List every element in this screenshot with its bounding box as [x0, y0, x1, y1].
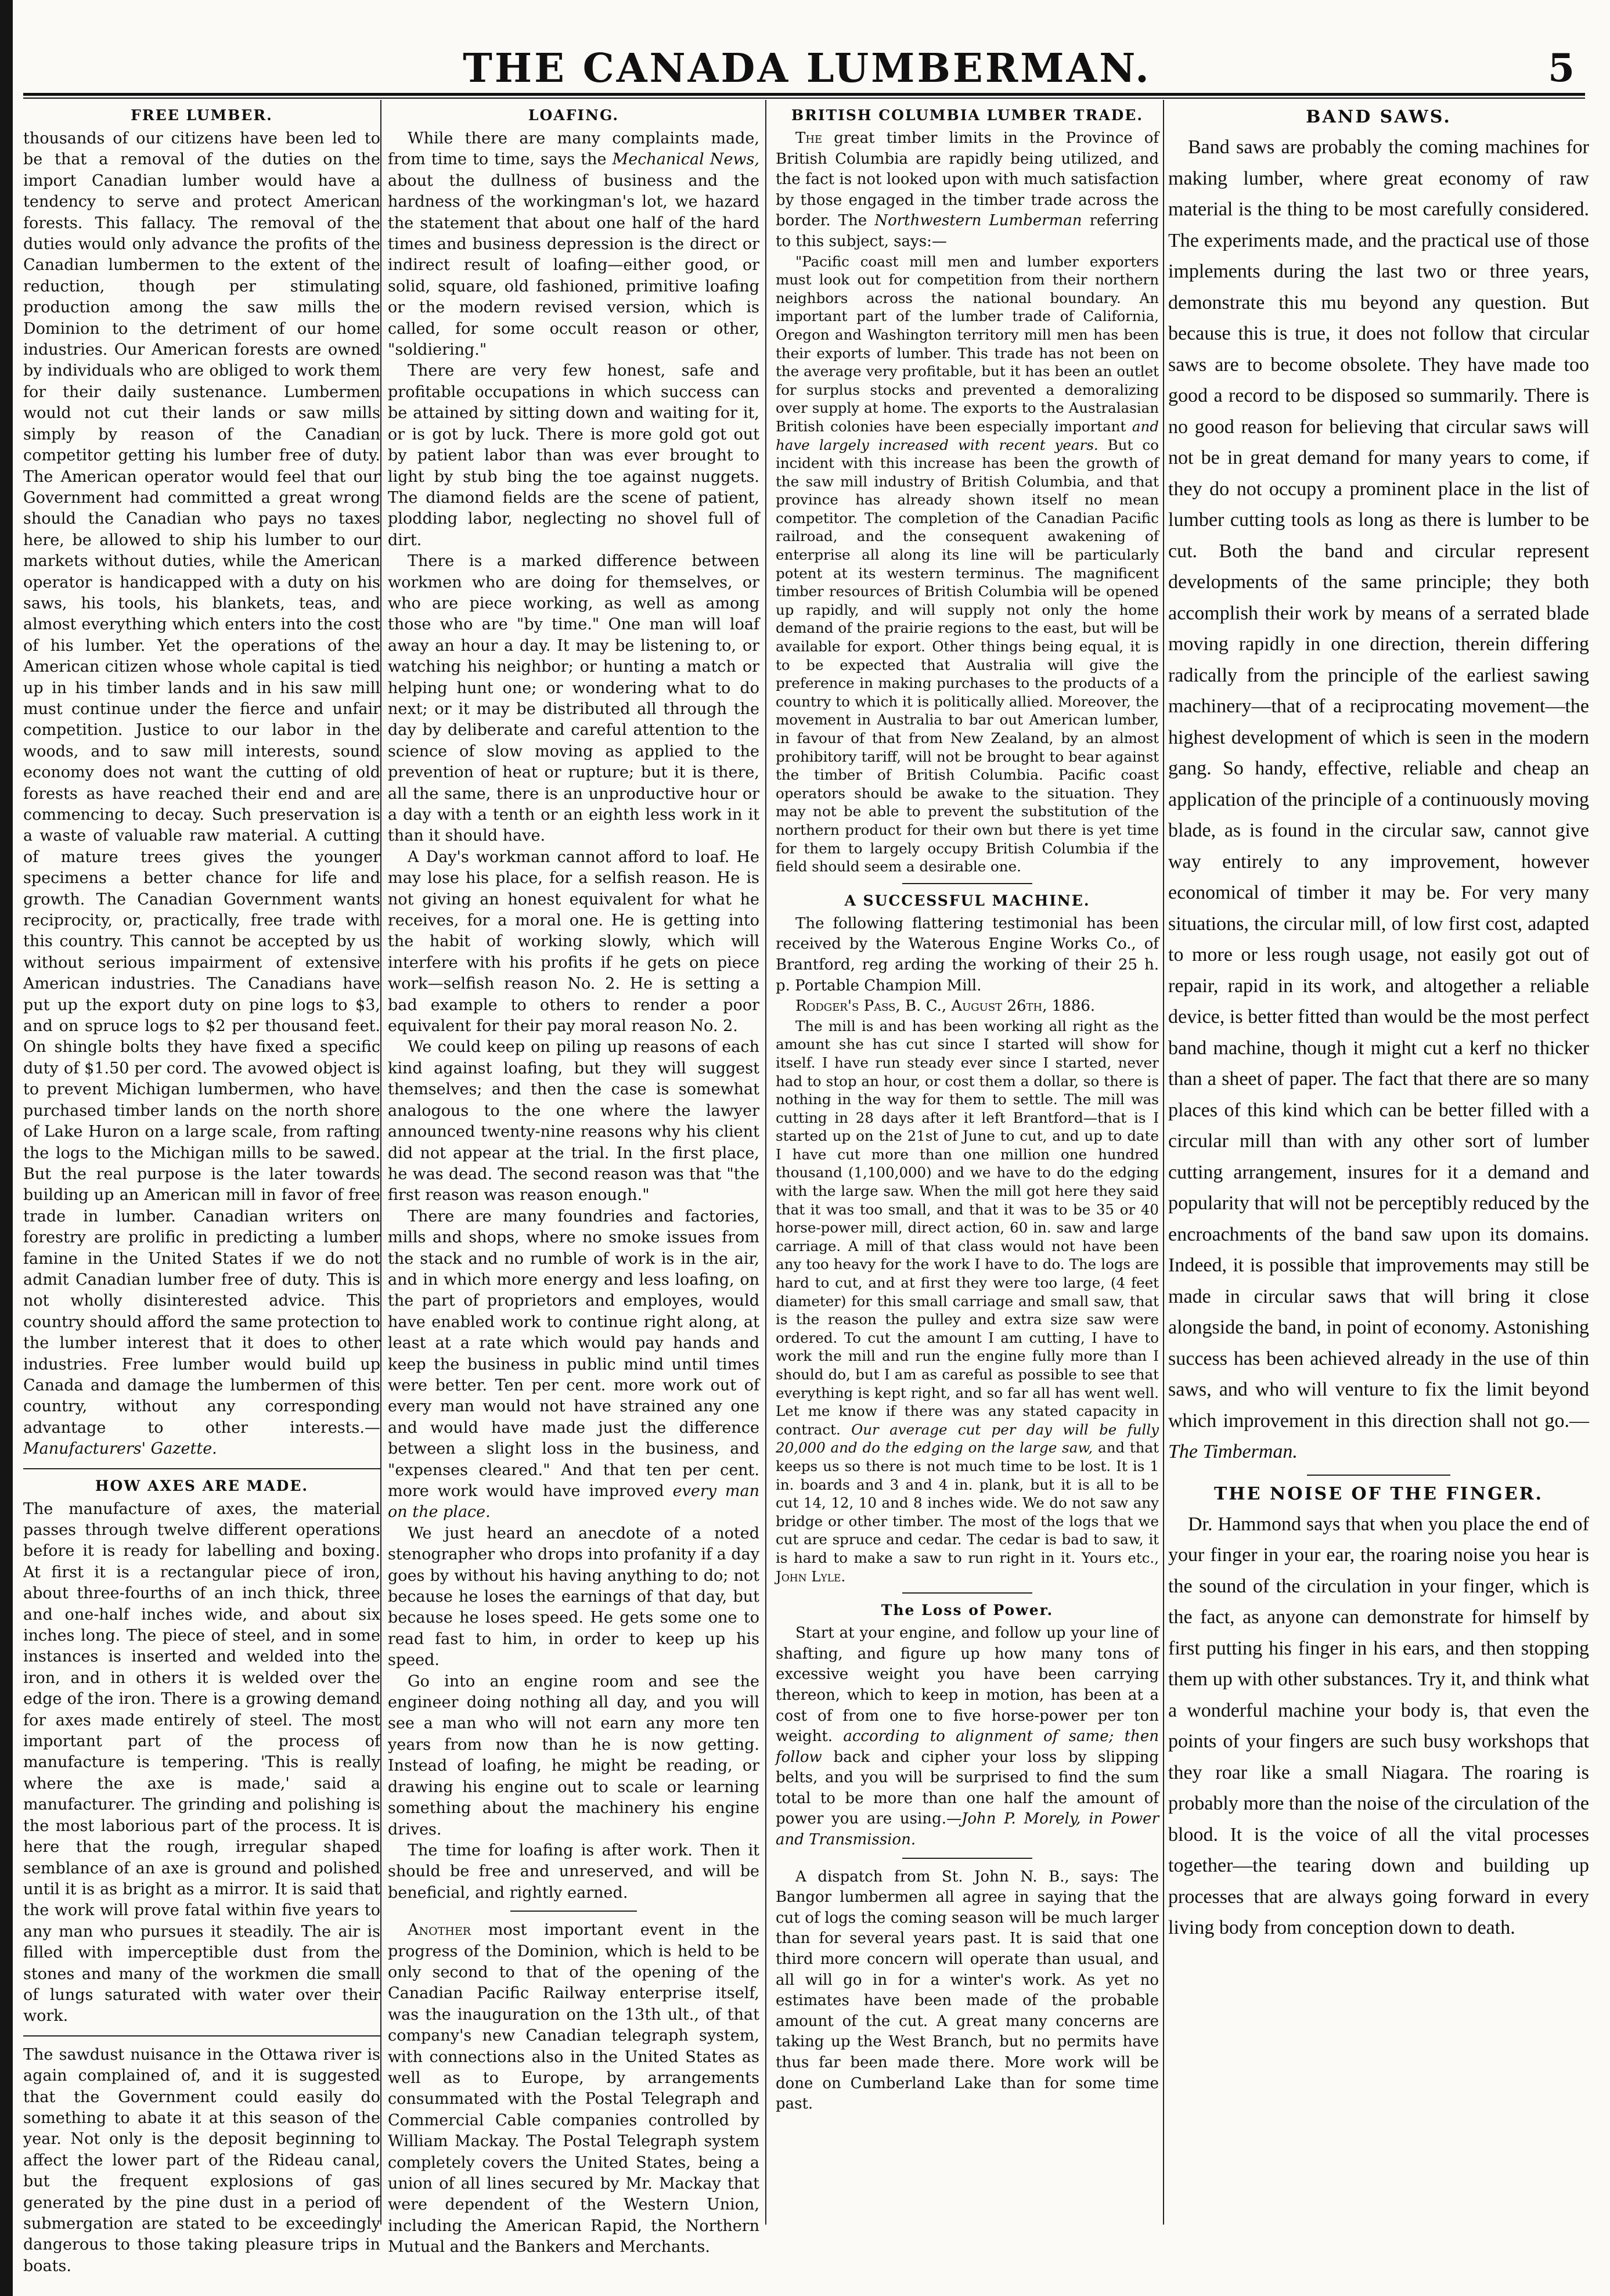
- article-body-axes: The manufacture of axes, the material passes through twelve different operations before it is ready for labelling and boxing. At first it is a rectangular piece of iron, about three-fourths of an inch thick, three and one-half inches wide, and about six inches long. The piece of steel, and in some instances is inserted and welded into the iron, and in others it is welded over the edge of the iron. There is a growing demand for axes made entirely of steel. The most important part of the process of manufacture is tempering. 'This is really where the axe is made,' said a manufacturer. The grinding and polishing is the most laborious part of the process. It is here that the rough, irregular shaped semblance of an axe is ground and polished until it is as bright as a mirror. It is said that the work will prove fatal within five years to any man who pursues it steadily. The air is filled with imperceptible dust from the stones and many of the workmen die small of lungs saturated with water over their work.: [23, 1500, 380, 2025]
- article-title-bc-lumber: BRITISH COLUMBIA LUMBER TRADE.: [791, 107, 1144, 124]
- paragraph: The following flattering testimonial has been received by the Waterous Engine Works Co., of Brantford, reg arding the working of their 25 h. p. Portable Champion Mill.: [776, 914, 1159, 994]
- column-rule-1: [380, 100, 381, 2225]
- article-body-noise-finger: Dr. Hammond says that when you place the end of your finger in your ear, the roaring noise you hear is the sound of the circulation in your finger, which is the fact, as anyone can demonstrate for himself by first putting his finger in his ears, and then stopping them up with other substances. Try it, and think what a wonderful machine your body is, that even the points of your fingers are such busy workshops that they roar like a small Niagara. The roaring is probably more than the noise of the circulation of the blood. It is the voice of all the vital processes together—the tearing down and building up processes that are always going forward in every living body from conception down to death.: [1168, 1513, 1589, 1938]
- letter-dateline: Rodger's Pass, B. C., August 26th, 1886.: [795, 997, 1096, 1015]
- column-rule-3: [1163, 100, 1164, 2225]
- article-title-loss-of-power: The Loss of Power.: [881, 1602, 1054, 1619]
- column-4: [1168, 103, 1589, 1944]
- article-divider: [510, 1911, 637, 1912]
- column-3: [776, 103, 1159, 2115]
- masthead-rule: [23, 93, 1585, 96]
- article-title-band-saws: BAND SAWS.: [1306, 107, 1451, 127]
- article-body-telegraph: Another most important event in the progress of the Dominion, which is held to be only second to that of the opening of the Canadian Pacific Railway enterprise itself, was the inauguration on the 13th ult., of that company's new Canadian telegraph system, with connections also in the United States as well as to Europe, by arrangements consummated with the Postal Telegraph and Commercial Cable companies controlled by William Mackay. The Postal Telegraph system completely covers the United States, being a union of all lines secured by Mr. Mackay that were dependent of the Western Union, including the American Rapid, the Northern Mutual and the Bankers and Merchants.: [388, 1921, 759, 2257]
- masthead-rule-thin: [23, 98, 1585, 99]
- masthead-title: THE CANADA LUMBERMAN.: [463, 45, 1151, 92]
- article-title-loafing: LOAFING.: [528, 107, 619, 124]
- article-title-successful-machine: A SUCCESSFUL MACHINE.: [844, 892, 1090, 909]
- paragraph: We just heard an anecdote of a noted stenographer who drops into profanity if a day goes by without his having anything to do; not because he loses the earnings of that day, but because he loses speed. He gets some one to read fast to him, in order to keep up his speed.: [388, 1524, 759, 1670]
- article-title-axes: HOW AXES ARE MADE.: [95, 1477, 309, 1494]
- article-divider: [23, 2035, 380, 2037]
- paragraph: There are many foundries and factories, mills and shops, where no smoke issues from the stack and no rumble of work is in the air, and in which more energy and less loafing, on the part of proprietors and employes, would have enabled work to continue right along, at least at a rate which would pay hands and keep the business in public mind until times were better. Ten per cent. more work out of every man would not have strained any one and would have made just the difference between a slight loss in the business, and "expenses cleared." And that ten per cent. more work would have improved every man on the place.: [388, 1207, 759, 1522]
- paragraph: There is a marked difference between workmen who are doing for themselves, or who are piece working, as well as among those who are "by time." One man will loaf away an hour a day. It may be listening to, or watching his neighbor; or hunting a match or helping hunt one; or wondering what to do next; or it may be distributed all through the day by deliberate and careful attention to the science of slow moving as applied to the prevention of heat or rupture; but it is there, all the same, there is an unproductive hour or a day with a tenth or an eighth less work in it than it should have.: [388, 552, 759, 845]
- article-body-sawdust: The sawdust nuisance in the Ottawa river is again complained of, and it is suggested that the Government could easily do something to abate it at this season of the year. Not only is the deposit beginning to affect the lower part of the Rideau canal, but the frequent explosions of gas generated by the pine dust in a period of submergation are stated to be exceedingly dangerous to those taking pleasure trips in boats.: [23, 2045, 380, 2275]
- paragraph: While there are many complaints made, from time to time, says the Mechanical News, about the dullness of business and the hardness of the workingman's lot, we hazard the statement that about one half of the hard times and business depression is the direct or indirect result of loafing—either good, or solid, square, old fashioned, primitive loafing or the modern revised version, which is called, for some occult reason or other, "soldiering.": [388, 129, 759, 359]
- article-title-noise-finger: THE NOISE OF THE FINGER.: [1213, 1483, 1543, 1504]
- column-rule-2: [765, 100, 766, 2225]
- letter-signature: John Lyle.: [776, 1567, 846, 1585]
- article-divider: [902, 1592, 1032, 1594]
- column-1: [23, 103, 380, 2277]
- paragraph: Go into an engine room and see the engineer doing nothing all day, and you will see a man who will not earn any more ten years from now than he is now getting. Instead of loafing, he might be reading, or drawing his engine out to scale or learning something about the machinery his engine drives.: [388, 1672, 759, 1839]
- article-body-st-john: A dispatch from St. John N. B., says: The Bangor lumbermen all agree in saying that the cut of logs the coming season will be much larger than for several years past. It is said that one third more concern will operate than usual, and all will go in for a winter's work. As yet no estimates have been made of the probable amount of the cut. A great many concerns are taking up the West Branch, but no permits have thus far been made there. More work will be done on Cumberland Lake than for some time past.: [776, 1868, 1159, 2113]
- paragraph: There are very few honest, safe and profitable occupations in which success can be attained by sitting down and waiting for it, or is got by luck. There is more gold got out by patient labor than was ever brought to light by stub bing the toe against nuggets. The diamond fields are the scene of patient, plodding labor, neglecting no shovel full of dirt.: [388, 362, 759, 549]
- paragraph: The time for loafing is after work. Then it should be free and unreserved, and will be beneficial, and rightly earned.: [388, 1841, 759, 1902]
- article-divider: [1307, 1475, 1450, 1476]
- column-2: [388, 103, 759, 2258]
- paragraph: A Day's workman cannot afford to loaf. He may lose his place, for a selfish reason. He is not giving an honest equivalent for what he receives, for a moral one. He is getting into the habit of working slowly, which will interfere with his profits if he gets on piece work—selfish reason No. 2. He is setting a bad example to others to render a poor equivalent for their pay moral reason No. 2.: [388, 848, 759, 1036]
- article-divider: [902, 883, 1032, 884]
- masthead: [23, 23, 1591, 93]
- paragraph: We could keep on piling up reasons of each kind against loafing, but they will suggest themselves; and then the case is somewhat analogous to the one where the lawyer announced twenty-nine reasons why his client did not appear at the trial. In the first place, he was dead. The second reason was that "the first reason was reason enough.": [388, 1038, 759, 1205]
- article-body-free-lumber: thousands of our citizens have been led to be that a removal of the duties on the import Canadian lumber would have a tendency to serve and protect American forests. This fallacy. The removal of the duties would only advance the profits of the Canadian lumbermen to the extent of the reduction, though per stimulating production among the saw mills the Dominion to the detriment of our home industries. Our American forests are owned by individuals who are obliged to work them for their daily sustenance. Lumbermen would not cut their lands or saw mills simply by reason of the Canadian competitor getting his lumber free of duty. The American operator would feel that our Government had committed a great wrong should the Canadian who pays no taxes here, be allowed to ship his lumber to our markets without duties, while the American operator is handicapped with a duty on his saws, his tools, his blankets, teas, and almost everything which enters into the cost of his lumber. Yet the operations of the American citizen whose whole capital is tied up in his timber lands and in his saw mill must continue under the fierce and unfair competition. Justice to our labor in the woods, and to saw mill interests, sound economy does not want the cutting of old forests as have reached their end and are commencing to decay. Such preservation is a waste of valuable raw material. A cutting of mature trees gives the younger specimens a better chance for life and growth. The Canadian Government wants reciprocity, or, practically, free trade with this country. This cannot be accepted by us without serious impairment of extensive American industries. The Canadians have put up the export duty on pine logs to $3, and on spruce logs to $2 per thousand feet. On shingle bolts they have fixed a specific duty of $1.50 per cord. The avowed object is to prevent Michigan lumbermen, who have purchased timber lands on the north shore of Lake Huron on a large scale, from rafting the logs to the Michigan mills to be sawed. But the real purpose is the later towards building up an American mill in favor of free trade in lumber. Canadian writers on forestry are prolific in predicting a lumber famine in the United States if we do not admit Canadian lumber free of duty. This is not wholly disinterested advice. This country should afford the same protection to the lumber interest that it does to other industries. Free lumber would build up Canada and damage the lumbermen of this country, without any corresponding advantage to other interests.—Manufacturers' Gazette.: [23, 129, 380, 1458]
- page-binding-edge: [0, 0, 13, 2296]
- article-divider: [23, 1468, 380, 1469]
- letter-body: The mill is and has been working all right as the amount she has cut since I started will show for itself. I have run steady ever since I started, never had to stop an hour, or cost them a dollar, so there is nothing in the way for them to settle. The mill was cutting in 28 days after it left Brantford—that is I started up on the 21st of June to cut, and up to date I have cut more than one million one hundred thousand (1,100,000) and we have to do the edging with the large saw. When the mill got here they said that it was too small, and that it was to be 35 or 40 horse-power mill, direct action, 60 in. saw and large carriage. A mill of that class would not have been any too heavy for the work I have to do. The logs are hard to cut, and at first they were too large, (4 feet diameter) for this small carriage and small saw, that is the reason the pulley and extra size saw were ordered. To cut the amount I am cutting, I have to work the mill and run the engine fully more than I should do, but I am as careful as possible to see that everything is kept right, and so far all has went well. Let me know if there was any stated capacity in contract. Our average cut per day will be fully 20,000 and do the edging on the large saw, and that keeps us so there is not much time to be lost. It is 1 in. boards and 3 and 4 in. plank, but it is all to be cut 14, 12, 10 and 8 inches wide. We do not saw any bridge or other timber. The most of the logs that we cut are spruce and cedar. The cedar is bad to saw, it is hard to make a saw to run right in it. Yours etc., John Lyle.: [776, 1017, 1159, 1585]
- paragraph: The great timber limits in the Province of British Columbia are rapidly being utilized, and the fact is not looked upon with much satisfaction by those engaged in the timber trade across the border. The Northwestern Lumberman referring to this subject, says:—: [776, 129, 1159, 250]
- article-divider: [902, 1858, 1032, 1859]
- article-body-band-saws: Band saws are probably the coming machines for making lumber, where great economy of raw material is the thing to be most carefully considered. The experiments made, and the practical use of those implements during the last two or three years, demonstrate this mu beyond any question. But because this is true, it does not follow that circular saws are to become obsolete. They have made too good a record to be disposed so summarily. There is no good reason for believing that circular saws will not be in great demand for many years to come, if they do not occupy a prominent place in the list of lumber cutting tools as long as there is lumber to be cut. Both the band and circular represent developments of the same principle; they both accomplish their work by means of a serrated blade moving rapidly in one direction, therein differing radically from the principle of the earliest sawing machinery—that of a reciprocating movement—the highest development of which is seen in the modern gang. So handy, effective, reliable and cheap an application of the principle of a continuously moving blade, as is found in the circular saw, cannot give way entirely to any improvement, however economical of timber it may be. For very many situations, the circular mill, of low first cost, adapted to more or less rough usage, not easily got out of repair, rapid in its work, and altogether a reliable device, is better fitted than would be the most perfect band machine, though it might cut a kerf no thicker than a sheet of paper. The fact that there are so many places of this kind which can be better filled with a circular mill than with any other sort of lumber cutting arrangement, insures for it a demand and popularity that will not be perceptibly reduced by the encroachments of the band saw upon its domains. Indeed, it is possible that improvements may still be made in circular saws that will bring it close alongside the band, in point of economy. Astonishing success has been achieved already in the use of thin saws, and who will venture to fix the limit beyond which improvement in this direction shall not go.—The Timberman.: [1168, 136, 1589, 1462]
- page-number: 5: [1548, 45, 1575, 91]
- article-title-free-lumber: FREE LUMBER.: [131, 107, 273, 124]
- quoted-passage: "Pacific coast mill men and lumber exporters must look out for competition from their northern neighbors across the national boundary. An important part of the lumber trade of California, Oregon and Washington territory mill men has been their exports of lumber. This trade has not been on the average very profitable, but it has been an outlet for surplus stocks and prevented a demoralizing over supply at home. The exports to the Australasian British colonies have been especially important and have largely increased with recent years. But co incident with this increase has been the growth of the saw mill industry of British Columbia, and that province has already shown itself no mean competitor. The completion of the Canadian Pacific railroad, and the consequent awakening of enterprise all along its line will be particularly potent at its western terminus. The magnificent timber resources of British Columbia will be opened up rapidly, and will supply not only the home demand of the prairie regions to the east, but will be available for export. Other things being equal, it is to be expected that Australia will give the preference in making purchases to the products of a country to which it is politically allied. Moreover, the movement in Australia to bar out American lumber, in favour of that from New Zealand, by an almost prohibitory tariff, will not be brought to bear against the timber of British Columbia. Pacific coast operators should be awake to the situation. They may not be able to prevent the substitution of the northern product for their own but there is yet time for them to largely occupy British Columbia if the field should seem a desirable one.: [776, 253, 1159, 875]
- paragraph: Start at your engine, and follow up your line of shafting, and figure up how many tons of excessive weight you have been carrying thereon, which to keep in motion, has been at a cost of from one to five horse-power per ton weight. according to alignment of same; then follow back and cipher your loss by slipping belts, and you will be surprised to find the sum total to be more than one half the amount of power you are using.—John P. Morely, in Power and Transmission.: [776, 1624, 1159, 1849]
